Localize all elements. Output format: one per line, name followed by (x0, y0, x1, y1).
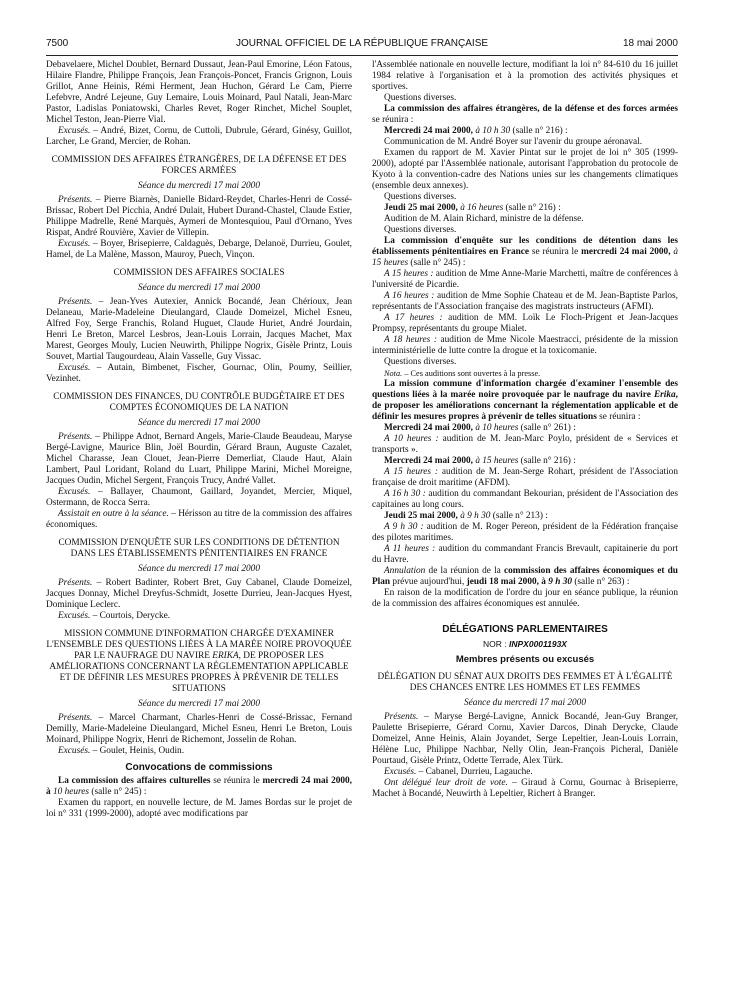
delegation-title: DÉLÉGATION DU SÉNAT AUX DROITS DES FEMMES ET À L'ÉGALITÉ DES CHANCES ENTRE LES HOMMES ET LES FEMMES (377, 672, 673, 693)
present-list: Présents. – Marcel Charmant, Charles-Henri de Cossé-Brissac, Fernand Demilly, Marie-Madeleine Dieulangard, Michel Esneu, Henri Le Breton, Louis Moinard, Philippe Nogrix, Henri de Richemont, Josselin de Rohan. (46, 713, 352, 745)
meeting-date: Mercredi 24 mai 2000, à 10 heures (salle n° 261) : (384, 423, 576, 433)
excuses-list: Excusés. – Courtois, Derycke. (58, 611, 171, 621)
hearing-item: A 15 heures : audition de Mme Anne-Marie Marchetti, maître de conférences à l'université de Picardie. (372, 269, 678, 290)
hearing-item: A 11 heures : audition du commandant Francis Brevault, capitainerie du port du Havre. (372, 544, 678, 565)
meeting-date: Jeudi 25 mai 2000, à 16 heures (salle n° 216) : (384, 203, 561, 213)
hearing-item: A 17 heures : audition de MM. Loïk Le Floch-Prigent et Jean-Jacques Prompsy, représentants du groupe Mialet. (372, 313, 678, 334)
questions-diverses: Questions diverses. (384, 225, 457, 235)
members-heading: Membres présents ou excusés (455, 654, 595, 665)
convocation-commission-enquete: La commission d'enquête sur les conditions de détention dans les établissements pénitentiaires en France se réunira le mercredi 24 mai 2000, à 15 heures (salle n° 245) : (372, 236, 678, 268)
assist-note: Assistait en outre à la séance. – Hérisson au titre de la commission des affaires économiques. (46, 509, 352, 530)
intro-excuses: Excusés. – André, Bizet, Cornu, de Cuttoli, Dubrule, Gérard, Ginésy, Guillot, Larcher, Le Grand, Mercier, de Rohan. (46, 126, 352, 147)
questions-diverses: Questions diverses. (384, 192, 457, 202)
right-column (372, 60, 678, 800)
excuses-list: Excusés. – Cabanel, Durrieu, Lagauche. (384, 767, 533, 777)
hearing-item: A 10 heures : audition de M. Jean-Marc Poylo, président de « Services et transports ». (372, 434, 678, 455)
page-number: 7500 (46, 38, 69, 49)
section-title-affaires-sociales: COMMISSION DES AFFAIRES SOCIALES (113, 268, 285, 278)
sitting-date: Séance du mercredi 17 mai 2000 (138, 418, 260, 428)
vote-delegation: Ont délégué leur droit de vote. – Giraud à Cornu, Gournac à Brisepierre, Machet à Bocandé, Neuwirth à Lepeltier, Richert à Branger. (372, 778, 679, 799)
excuses-list: Excusés. – Ballayer, Chaumont, Gaillard, Joyandet, Mercier, Miquel, Ostermann, de Rocca Serra. (46, 487, 352, 508)
annulation-text: En raison de la modification de l'ordre du jour en séance publique, la réunion de la commission des affaires économiques est annulée. (372, 588, 678, 609)
present-list: Présents. – Maryse Bergé-Lavigne, Annick Bocandé, Jean-Guy Branger, Paulette Brisepierre, Gérard Cornu, Xavier Darcos, Dinah Derycke, Claude Domeizel, Anne Heinis, Alain Joyandet, Serge Lepeltier, Jean-Louis Lorrain, Hélène Luc, Philippe Nachbar, Nelly Olin, Jean-François Picheral, Danièle Pourtaud, Gisèle Printz, Odette Terrade, Alex Türk. (372, 712, 678, 766)
annulation-notice: Annulation de la réunion de la commission des affaires économiques et du Plan prévue aujourd'hui, jeudi 18 mai 2000, à 9 h 30 (salle n° 263) : (372, 566, 678, 587)
left-column (46, 60, 352, 820)
excuses-list: Excusés. – Autain, Bimbenet, Fischer, Gournac, Olin, Poumy, Seillier, Vezinhet. (46, 363, 352, 384)
hearing-item: A 16 h 30 : audition du commandant Bekourian, président de l'Association des capitaines au long cours. (372, 489, 678, 510)
hearing-item: A 16 heures : audition de Mme Sophie Chateau et de M. Jean-Baptiste Parlos, représentants de l'Association française des magistrats instructeurs (AFMI). (372, 291, 678, 312)
sitting-date: Séance du mercredi 17 mai 2000 (138, 699, 260, 709)
meeting-date: Mercredi 24 mai 2000, à 15 heures (salle n° 216) : (384, 456, 576, 466)
present-list: Présents. – Philippe Adnot, Bernard Angels, Marie-Claude Beaudeau, Maryse Bergé-Lavigne, Maurice Blin, Joël Bourdin, Gérard Braun, Auguste Cazalet, Michel Charasse, Jean Clouet, Jean-Pierre Demerliat, Claude Haut, Alain Lambert, Paul Loridant, Roland du Luart, Philippe Marini, Michel Moreigne, Jacques Oudin, Michel Sergent, François Trucy, André Vallet. (46, 432, 352, 486)
convocation-affaires-etrangeres: La commission des affaires étrangères, de la défense et des forces armées se réunira : (372, 104, 678, 125)
present-list: Présents. – Robert Badinter, Robert Bret, Guy Cabanel, Claude Domeizel, Jacques Donnay, Michel Dreyfus-Schmidt, Josette Durrieu, Jean-Jacques Hyest, Dominique Leclerc. (46, 578, 352, 610)
hearing-item: A 15 heures : audition de M. Jean-Serge Rohart, président de l'Association française de droit maritime (AFDM). (372, 467, 678, 488)
section-title-finances: COMMISSION DES FINANCES, DU CONTRÔLE BUDGÉTAIRE ET DES COMPTES ÉCONOMIQUES DE LA NATION (53, 392, 345, 413)
convocation-culture: La commission des affaires culturelles se réunira le mercredi 24 mai 2000, à 10 heures (salle n° 245) : (46, 776, 352, 797)
continued-text: l'Assemblée nationale en nouvelle lecture, modifiant la loi n° 84-610 du 16 juillet 1984 relative à l'organisation et à la promotion des activités physiques et sportives. (372, 60, 678, 92)
present-list: Présents. – Jean-Yves Autexier, Annick Bocandé, Jean Chérioux, Jean Delaneau, Marie-Madeleine Dieulangard, Claude Domeizel, Michel Esneu, Alfred Foy, Serge Franchis, Roland Huguet, Claude Huriet, André Jourdain, Henri Le Breton, Marcel Lesbros, Jean-Louis Lorrain, Jacques Machet, Max Marest, Georges Mouly, Lucien Neuwirth, Philippe Nogrix, Gisèle Printz, Louis Souvet, Martial Taugourdeau, Alain Vasselle, Guy Vissac. (46, 297, 352, 362)
section-title-mission-erika: MISSION COMMUNE D'INFORMATION CHARGÉE D'EXAMINER L'ENSEMBLE DES QUESTIONS LIÉES À LA MARÉE NOIRE PROVOQUÉE PAR LE NAUFRAGE DU NAVIRE ERIKA, DE PROPOSER LES AMÉLIORATIONS CONCERNANT LA RÉGLEMENTATION APPLICABLE ET DE DÉFINIR LES MESURES PROPRES À PRÉVENIR DE TELLES SITUATIONS (46, 629, 352, 694)
page-header (46, 38, 678, 52)
sitting-date: Séance du mercredi 17 mai 2000 (138, 181, 260, 191)
hearing-item: A 18 heures : audition de Mme Nicole Maestracci, présidente de la mission interministérielle de lutte contre la drogue et la toxicomanie. (372, 335, 678, 356)
present-list: Présents. – Pierre Biarnès, Danielle Bidard-Reydet, Charles-Henri de Cossé-Brissac, Robert Del Picchia, André Dulait, Hubert Durand-Chastel, Claude Estier, Philippe Madrelle, René Marquès, Aymeri de Montesquiou, Paul d'Ornano, Yves Rispat, André Rouvière, Xavier de Villepin. (46, 195, 352, 238)
questions-diverses: Questions diverses. (384, 357, 457, 367)
meeting-date: Mercredi 24 mai 2000, à 10 h 30 (salle n° 216) : (384, 126, 568, 136)
agenda-item: Examen du rapport de M. Xavier Pintat sur le projet de loi n° 305 (1999-2000), adopté par l'Assemblée nationale, autorisant l'approbation du protocole de Kyoto à la convention-cadre des Nations unies sur les changements climatiques (ensemble deux annexes). (372, 148, 678, 191)
convocation-mission-erika: La mission commune d'information chargée d'examiner l'ensemble des questions liées à la marée noire provoquée par le naufrage du navire Erika, de proposer les améliorations concernant la réglementation applicable et de définir les mesures propres à prévenir de telles situations se réunira : (372, 379, 678, 422)
nor-reference: NOR : INPX0001193X (483, 639, 567, 649)
section-title-commission-enquete: COMMISSION D'ENQUÊTE SUR LES CONDITIONS DE DÉTENTION DANS LES ÉTABLISSEMENTS PÉNITENTIAIRES EN FRANCE (58, 538, 340, 559)
intro-names: Debavelaere, Michel Doublet, Bernard Dussaut, Jean-Paul Emorine, Léon Fatous, Hilaire Flandre, Philippe François, Jean François-Poncet, Francis Grignon, Louis Grillot, Anne Heinis, Rémi Herment, Jean Huchon, Gérard Le Cam, Pierre Lefebvre, André Lejeune, Guy Lemaire, Louis Moinard, Paul Natali, Jean-Marc Pastor, Ladislas Poniatowski, Charles Revet, Roger Rinchet, Michel Souplet, Michel Teston, Jean-Pierre Vial. (46, 60, 352, 125)
hearing-item: A 9 h 30 : audition de M. Roger Pereon, président de la Fédération française des pilotes maritimes. (372, 522, 678, 543)
sitting-date: Séance du mercredi 17 mai 2000 (138, 283, 260, 293)
convocation-culture-text: Examen du rapport, en nouvelle lecture, de M. James Bordas sur le projet de loi n° 331 (1999-2000), adopté avec modifications par (46, 798, 352, 819)
excuses-list: Excusés. – Boyer, Brisepierre, Caldaguès, Debarge, Delanoë, Durrieu, Goulet, Hamel, de La Malène, Masson, Mauroy, Puech, Vinçon. (46, 239, 352, 260)
questions-diverses: Questions diverses. (384, 93, 457, 103)
meeting-date: Jeudi 25 mai 2000, à 9 h 30 (salle n° 213) : (384, 511, 548, 521)
convocations-heading: Convocations de commissions (125, 762, 273, 773)
agenda-item: Communication de M. André Boyer sur l'avenir du groupe aéronaval. (384, 137, 643, 147)
agenda-item: Audition de M. Alain Richard, ministre de la défense. (384, 214, 584, 224)
delegations-heading: DÉLÉGATIONS PARLEMENTAIRES (442, 624, 608, 635)
issue-date: 18 mai 2000 (622, 38, 678, 49)
header-rule (46, 55, 678, 56)
sitting-date: Séance du mercredi 17 mai 2000 (138, 564, 260, 574)
sitting-date: Séance du mercredi 17 mai 2000 (464, 698, 586, 708)
press-note: Nota. – Ces auditions sont ouvertes à la presse. (384, 369, 541, 378)
section-title-affaires-etrangeres: COMMISSION DES AFFAIRES ÉTRANGÈRES, DE LA DÉFENSE ET DES FORCES ARMÉES (51, 155, 347, 176)
excuses-list: Excusés. – Goulet, Heinis, Oudin. (58, 746, 185, 756)
journal-title: JOURNAL OFFICIEL DE LA RÉPUBLIQUE FRANÇAISE (235, 38, 489, 49)
